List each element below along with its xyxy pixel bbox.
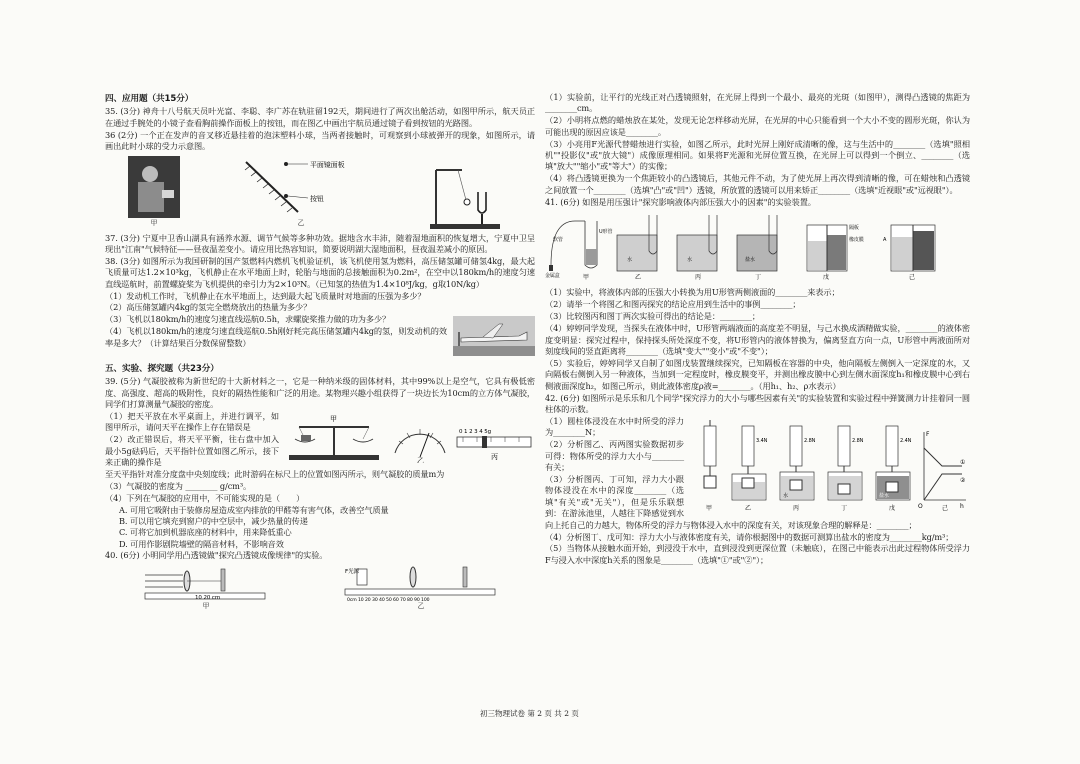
fig42-ding: 丁 xyxy=(841,504,847,512)
fig42-ji: 己 xyxy=(942,504,948,512)
fig41-tube: U形管 xyxy=(599,229,613,236)
fig41-water-yi: 水 xyxy=(627,257,632,264)
question-39-2: （2）改正错误后，将天平平衡，往右盘中加入最小5g砝码后，天平指针位置如图乙所示，接下来正确的操作是 xyxy=(105,434,279,468)
question-39-3 xyxy=(105,481,535,492)
fig39-ruler-ticks: 0 1 2 3 4 5g xyxy=(459,428,492,435)
balance-figures xyxy=(285,411,535,466)
question-42-5: （5）当物体从接触水面开始，到浸没于水中，直到浸没到更深位置（未触底），在图己中能表示出此过程物体所受浮力F与浸入水中深度h关系的图象是________（选填"①"或"②"）； xyxy=(545,543,970,565)
question-38-1: （1）发动机工作时，飞机静止在水平地面上，达到最大起飞质量时对地面的压强为多少？ xyxy=(105,290,426,301)
fig39-yi: 乙 xyxy=(417,456,424,463)
question-37: 37. (3分) 宁夏中卫香山湖具有涵养水源、调节气候等多种功效。据地含水丰沛，随着湿地面积的恢复增大，宁夏中卫呈现出"江南"气候特征——昼夜温差变小。请应用比热容知识，简要说明湖大湿地面积，昼夜温差减小的原因。 xyxy=(105,232,535,254)
question-39-1: （1）把天平放在水平桌面上，并进行调平，如图甲所示，请问天平在操作上存在错误是 xyxy=(105,410,279,433)
label-jia: 甲 xyxy=(150,219,158,228)
fig39-bing: 丙 xyxy=(491,452,498,461)
lens-figure-yi xyxy=(343,565,499,612)
figure-35-36 xyxy=(105,156,535,230)
fig42-water-bing: 水 xyxy=(783,492,788,499)
button-label: 按钮 xyxy=(310,195,324,204)
question-41-4: （4）婷婷同学发现，当探头在液体中时，U形管两端液面的高度差不明显，与己水换成酒精做实验，________的液体密度变明显：探究过程中，保持探头所处深度不变，将U形管内的液体替换为，偏离竖直方向一点，U形管中两液面所对刻度线间的竖直距离将________（选填"变大""变小"或"不变"）； xyxy=(545,323,970,356)
question-41: 41. (6分) 如图是用压强计"探究影响液体内部压强大小的因素"的实验装置。 xyxy=(545,196,816,207)
question-41-2: （2）请举一个将图乙和图丙探究的结论应用到生活中的事例________； xyxy=(545,299,801,310)
fig41-rubber: 软管 xyxy=(553,237,563,244)
label-yi: 乙 xyxy=(297,219,305,228)
option-a: A. 可用它吸附由于装修房屋造成室内排放的甲醛等有害气体，改善空气质量 xyxy=(119,504,389,515)
fig41-yi: 乙 xyxy=(635,274,641,282)
lens-figure-jia xyxy=(141,567,271,612)
left-column xyxy=(105,92,535,615)
fig42-bing: 丙 xyxy=(793,504,799,512)
question-38: 38. (3分) 如图所示为我国研制的国产氢燃料内燃机飞机验证机，该飞机使用氢为燃料，高压储氢罐可储氢4kg，最大起飞质量可达1.2×10³kg，飞机静止在水平地面上时，轮胎与地面的总接触面积为0.2m²，在空中以180km/h的速度匀速直线巡航时，前置螺旋桨为飞机提供的牵引力为2×10³N。（已知氢的热值为1.4×10⁸J/kg，g取10N/kg） xyxy=(105,255,535,289)
fig41-jia: 甲 xyxy=(583,274,589,282)
fig42-origin: O xyxy=(918,502,923,510)
fig42-reading-1: 3.4N xyxy=(756,437,768,444)
right-column xyxy=(545,92,970,567)
fig41-box: 金属盒 xyxy=(545,273,560,280)
option-c: C. 可将它加到机器底座的材料中，用来降低重心 xyxy=(119,527,292,538)
question-42-2: （2）分析图乙、丙两图实验数据初步可得：物体所受的浮力大小与________有关； xyxy=(545,439,684,473)
question-40-3: （3）小亮用F光源代替蜡烛进行实验，如图乙所示，此时光屏上刚好成清晰的像，这与生活中的________（选填"照相机""投影仪"或"放大镜"）成像原理相同。如果将F光源和光屏位置互换，在光屏上可以得到一个倒立、________（选填"放大""缩小"或"等大"）的实像； xyxy=(545,138,970,172)
fig40-jia: 甲 xyxy=(202,601,210,610)
question-40-4: （4）将凸透镜更换为一个焦距较小的凸透镜后，其他元件不动，为了使光屏上再次得到清晰的像，可在蜡烛和凸透镜之间放置一个________（选填"凸"或"凹"）透镜，所放置的透镜可以用来矫正________（选填"近视眼"或"远视眼"）。 xyxy=(545,173,970,195)
option-d: D. 可用作影剧院墙壁的隔音材料，不影响音效 xyxy=(119,538,284,549)
question-42-4: （4）分析图丁、戊可知：浮力大小与液体密度有关，请你根据图中的数据可测算出盐水的密度为________kg/m³； xyxy=(545,531,954,542)
fig42-reading-4: 2.4N xyxy=(900,437,912,444)
pressure-figures xyxy=(545,211,970,284)
fig40-light: F光源 xyxy=(345,568,359,575)
tuning-fork-diagram xyxy=(422,164,512,230)
q39-3-text: （3）气凝胶的密度为 xyxy=(105,480,183,491)
fig41-partition: 隔板 xyxy=(849,225,859,232)
fig41-ji: 己 xyxy=(909,274,915,282)
fig42-wu: 戊 xyxy=(889,504,895,512)
question-41-5: （5）实验后，婷婷同学又自制了如图戊装置继续探究，已知隔板在容器的中央，他向隔板左侧倒入一定深度的水，又向隔板右侧倒入另一种液体，当加到一定程度时，橡皮膜变平，并测出橡皮膜中心到左侧水面深度h₁和橡皮膜中心到右侧液面深度h₂，如图己所示，则此液体密度ρ液=________。（用h₁、h₂、ρ水表示） xyxy=(545,357,970,391)
answer-blank: ________ xyxy=(185,480,218,491)
fig42-curve-1: ① xyxy=(960,458,966,466)
fig42-reading-3: 2.8N xyxy=(852,437,864,444)
question-41-3: （3）比较图丙和图丁两次实验可得出的结论是：________； xyxy=(545,311,760,322)
fig41-membrane: 橡皮膜 xyxy=(849,237,864,244)
question-42-3: （3）分析图丙、丁可知，浮力大小跟物体浸没在水中的深度________（选填"有关"或"无关"），但是乐乐联想到：在游泳池里，人越往下降感觉到水向上托自己的力越大，物体所受的浮力与物体浸入水中的深度有关，对该现象合理的解释是：________； xyxy=(545,473,917,530)
fig42-reading-2: 2.8N xyxy=(804,437,816,444)
q39-3-unit: g/cm³。 xyxy=(219,480,252,491)
section-title-experiment: 五、实验、探究题（共23分） xyxy=(105,363,219,374)
section-title-application: 四、应用题（共15分） xyxy=(105,94,194,104)
question-38-4: （4）飞机以180km/h的速度匀速直线巡航0.5h刚好耗完高压储氢罐内4kg的氢，则发动机的效率是多大？（计算结果百分数保留整数） xyxy=(105,326,447,348)
fig42-h-axis: h xyxy=(960,502,964,510)
fig42-yi: 乙 xyxy=(745,504,751,512)
question-40-2: （2）小明将点燃的蜡烛放在某处，发现无论怎样移动光屏，在光屏的中心只能看到一个大小不变的圆形光斑，你认为可能出现的原因应该是________。 xyxy=(545,115,970,137)
fig40-ticks-b: 0cm 10 20 30 40 50 60 70 80 90 100 xyxy=(347,597,430,601)
fig41-salt-ding: 盐水 xyxy=(745,257,755,264)
fig41-bing: 丙 xyxy=(695,274,701,282)
buoyancy-figures xyxy=(690,418,970,517)
question-39: 39. (5分) 气凝胶被称为新世纪的十大新材料之一，它是一种纳米级的固体材料，其中99%以上是空气，它具有极低密度、高强度、超高的吸附性，良好的隔热性能和广泛的用途。某物理兴趣小组获得了一块边长为10cm的立方体气凝胶，同学们打算测量气凝胶的密度。 xyxy=(105,376,535,409)
question-42-1: （1）圆柱体浸没在水中时所受的浮力为________N； xyxy=(545,415,684,438)
question-39-2b: 至天平指针对准分度盘中央刻度线；此时游码在标尺上的位置如图丙所示，则气凝胶的质量m为 xyxy=(105,468,445,479)
astronaut-photo xyxy=(128,156,180,229)
fig42-jia: 甲 xyxy=(706,504,712,512)
question-38-2: （2）高压储氢罐内4kg的氢完全燃烧放出的热量为多少？ xyxy=(105,302,312,313)
question-40-1: （1）实验前，让平行的光线正对凸透镜照射，在光屏上得到一个最小、最亮的光斑（如图甲），测得凸透镜的焦距为________cm。 xyxy=(545,92,970,114)
fig41-water-bing: 水 xyxy=(687,257,692,264)
question-39-4: （4）下列在气凝胶的应用中，不可能实现的是（ ） xyxy=(105,492,305,503)
lens-figures xyxy=(105,565,535,612)
question-36: 36 (2分) 一个正在发声的音叉移近悬挂着的泡沫塑料小球，当两者接触时，可观察到小球被弹开的现象，如图所示，请画出此时小球的受力示意图。 xyxy=(105,129,535,152)
fig42-curve-2: ② xyxy=(960,476,966,484)
page-footer: 初三物理试卷 第 2 页 共 2 页 xyxy=(480,709,579,718)
mirror-diagram xyxy=(226,154,376,229)
question-38-3: （3）飞机以180km/h的速度匀速直线巡航0.5h，求螺旋桨推力做的功为多少？ xyxy=(105,314,391,325)
fig40-yi: 乙 xyxy=(417,601,425,610)
mirror-label: 平面镜面板 xyxy=(310,161,345,170)
question-40: 40. (6分) 小明同学用凸透镜做"探究凸透镜成像规律"的实验。 xyxy=(105,550,328,561)
fig41-ding: 丁 xyxy=(755,274,761,282)
question-42: 42. (6分) 如图所示是乐乐和几个同学"探究浮力的大小与哪些因素有关"的实验装置和实验过程中弹簧测力计挂着同一圆柱体的示数。 xyxy=(545,392,970,415)
fig42-f-axis: F xyxy=(926,430,930,438)
fig39-jia: 甲 xyxy=(330,414,337,423)
fig41-wu: 戊 xyxy=(823,274,829,282)
airplane-photo xyxy=(453,316,535,359)
fig40-ticks-a: 10 20 cm xyxy=(195,594,221,601)
fig42-salt-wu: 盐水 xyxy=(879,492,889,499)
question-35: 35. (3分) 神舟十八号航天员叶光富、李聪、李广苏在轨驻留192天，期间进行了两次出舱活动，如图甲所示，航天员正在通过手腕处的小镜子查看胸前操作面板上的按钮，而在图乙中画出宇航员通过镜子看到按钮的光路图。 xyxy=(105,106,535,128)
option-b: B. 可以用它填充到窗户的中空层中，减少热量的传递 xyxy=(119,516,308,527)
question-41-1: （1）实验中，将液体内部的压强大小转换为用U形管两侧液面的________来表示； xyxy=(545,287,840,298)
fig41-a-label: A xyxy=(883,237,887,244)
